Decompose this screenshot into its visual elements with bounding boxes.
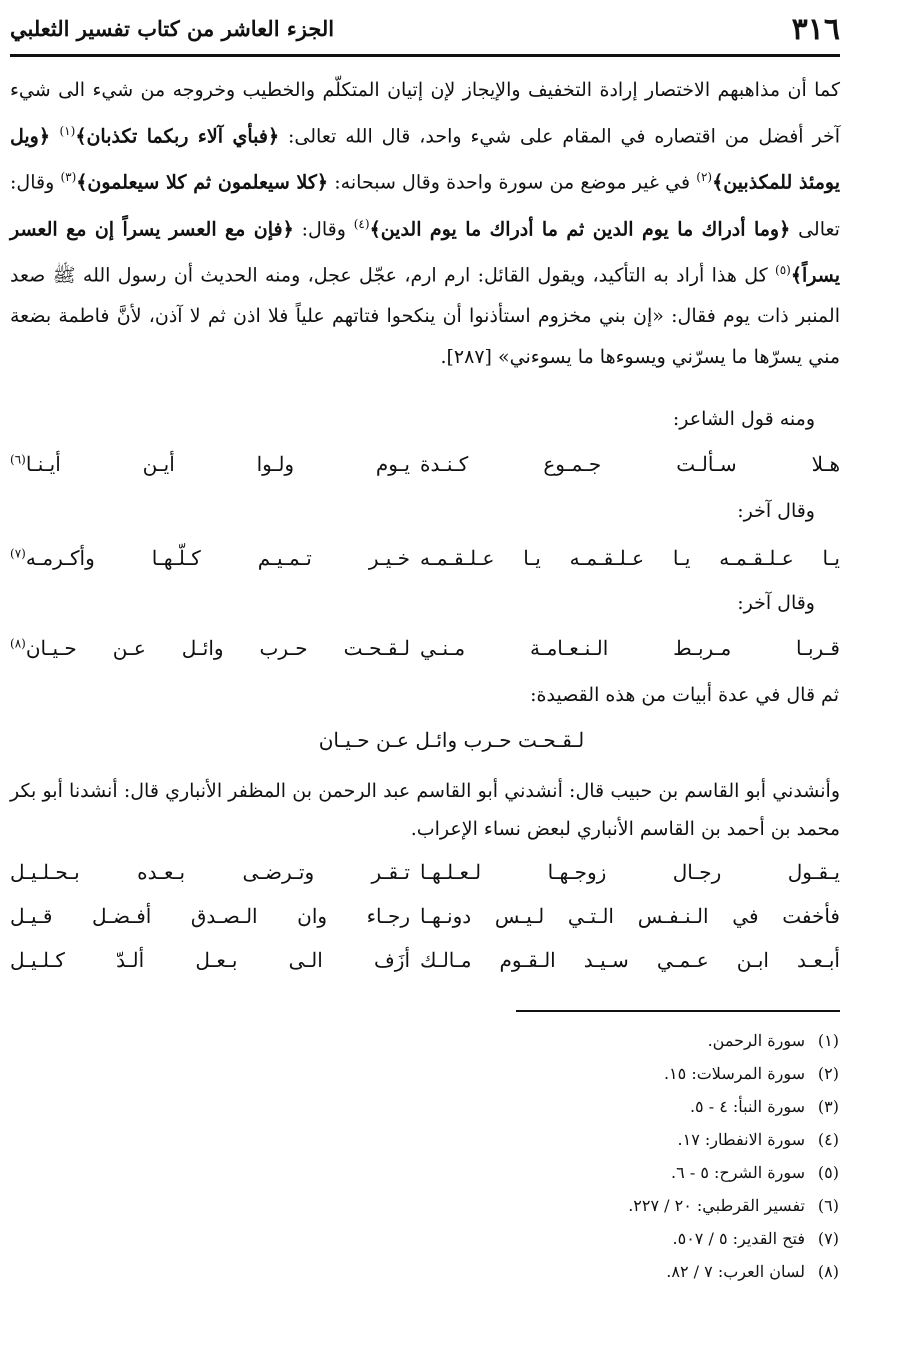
footnote-text: لسان العرب: ٧ / ٨٢. xyxy=(666,1262,805,1281)
verse-second-text: خـيـر تـمـيـم كـلّـهـا وأكـرمـه xyxy=(25,546,410,570)
footnote xyxy=(319,1024,839,1057)
main-paragraph xyxy=(10,70,840,378)
footnote-number: (٧) xyxy=(817,1229,839,1248)
footnote-rule xyxy=(516,1010,840,1012)
footnote-ref: (٧) xyxy=(10,546,26,561)
verse-first-hemistich: يـقـول رجـال زوجـهـا لـعـلـهـا xyxy=(420,860,840,884)
verse-second-hemistich xyxy=(10,636,410,660)
verse-first-hemistich: يـا عـلـقـمـه يـا عـلـقـمـه يـا عـلـقـمـه xyxy=(420,546,840,570)
running-title: الجزء العاشر من كتاب تفسير الثعلبي xyxy=(10,16,335,41)
footnote xyxy=(319,1090,839,1123)
footnote-text: سورة الانفطار: ١٧. xyxy=(677,1130,805,1149)
footnote-text: فتح القدير: ٥ / ٥٠٧. xyxy=(672,1229,805,1248)
verse-first-hemistich: أبـعـد ابـن عـمـي سـيـد الـقـوم مـالـك xyxy=(420,948,840,972)
text-segment: كما أن مذاهبهم الاختصار إرادة التخفيف والإيجاز لإن إتيان المتكلّم والخطيب وخروجه من شيء الى شيء آخر أفضل من اقتصاره في المقام على شيء واحد، قال الله تعالى: xyxy=(10,79,840,148)
verse-first-hemistich: هـلا سـألـت جـمـوع كـنـدة xyxy=(420,452,840,476)
poem-verse xyxy=(10,860,840,900)
verse-second-hemistich: أزَف الـى بـعـل ألـدّ كـلـيـل xyxy=(10,948,410,972)
footnote-number: (٨) xyxy=(817,1262,839,1281)
footnote-text: سورة النبأ: ٤ - ٥. xyxy=(689,1097,805,1116)
verse-second-hemistich: تـقـر وتـرضـى بـعـده بـحـلـيـل xyxy=(10,860,410,884)
text-segment: وقال: تعالى xyxy=(10,171,840,240)
footnote-ref: (٨) xyxy=(10,636,26,651)
footnote-ref: (٢) xyxy=(696,170,713,185)
footnote-ref: (٤) xyxy=(353,216,370,231)
single-hemistich: لـقـحـت حـرب وائـل عـن حـيـان xyxy=(318,728,585,752)
footnote xyxy=(319,1057,839,1090)
verse-second-text: يـوم ولـوا أيـن أيـنـا xyxy=(25,452,410,476)
quran-quote: ﴿ويل يومئذ للمكذبين﴾ xyxy=(10,125,841,194)
footnote-number: (٣) xyxy=(817,1097,839,1116)
footnote-number: (١) xyxy=(817,1031,839,1050)
verse-second-hemistich: رجـاء وان الـصـدق أفـضـل قـيـل xyxy=(10,904,410,928)
verse-second-text: لـقـحـت حـرب وائـل عـن حـيـان xyxy=(25,636,410,660)
page-header xyxy=(10,12,840,54)
footnote-number: (٦) xyxy=(817,1196,839,1215)
verse-intro: ثم قال في عدة أبيات من هذه القصيدة: xyxy=(530,684,839,706)
footnote xyxy=(319,1255,839,1288)
verse-second-hemistich xyxy=(10,452,410,476)
footnote-text: سورة الرحمن. xyxy=(707,1031,805,1050)
text-segment: وقال: xyxy=(293,217,354,240)
text-segment: كل هذا أراد به التأكيد، ويقول القائل: ارم ارم، عجّل عجل، ومنه الحديث أن رسول الله ﷺ صعد المنبر ذات يوم فقال: «إن بني مخزوم استأذنوا أن ينكحوا فتاتهم علياً فلا اذن ثم لا آذن، لأنَّ فاطمة بضعة مني يسرّها ما يسرّني ويسوءها ما يسوءني» [٢٨٧]. xyxy=(10,264,840,369)
footnote-number: (٥) xyxy=(817,1163,839,1182)
verse-intro: وقال آخر: xyxy=(737,592,815,614)
poem-verse xyxy=(10,636,840,676)
text-segment: في غير موضع من سورة واحدة وقال سبحانه: xyxy=(328,171,697,194)
poem-verse xyxy=(10,452,840,492)
poem-verse xyxy=(10,546,840,586)
verse-second-hemistich xyxy=(10,546,410,570)
footnote-ref: (٥) xyxy=(775,262,791,277)
footnote-text: سورة المرسلات: ١٥. xyxy=(663,1064,805,1083)
verse-first-hemistich: فأخفت في الـنـفـس الـتـي لـيـس دونـهـا xyxy=(420,904,840,928)
header-rule xyxy=(10,54,840,57)
page-number: ٣١٦ xyxy=(791,12,840,47)
quran-quote: ﴿كلا سيعلمون ثم كلا سيعلمون﴾ xyxy=(76,171,329,194)
transmission-paragraph: وأنشدني أبو القاسم بن حبيب قال: أنشدني أبو القاسم عبد الرحمن بن المظفر الأنباري قال: أنشدنا أبو بكر محمد بن أحمد بن القاسم الأنباري لبعض نساء الإعراب. xyxy=(10,780,840,840)
footnote-ref: (٦) xyxy=(10,452,26,467)
footnote xyxy=(319,1123,839,1156)
quran-quote: ﴿وما أدراك ما يوم الدين ثم ما أدراك ما يوم الدين﴾ xyxy=(369,217,791,240)
verse-intro: ومنه قول الشاعر: xyxy=(672,408,815,430)
footnote xyxy=(319,1156,839,1189)
footnote-number: (٤) xyxy=(817,1130,839,1149)
footnote-ref: (١) xyxy=(59,124,76,138)
quran-quote: ﴿فإن مع العسر يسراً إن مع العسر يسراً﴾ xyxy=(10,217,840,287)
poem-verse xyxy=(10,904,840,944)
quran-quote: ﴿فبأي آلاء ربكما تكذبان﴾ xyxy=(75,125,280,148)
verse-intro: وقال آخر: xyxy=(737,500,815,522)
footnote-text: تفسير القرطبي: ٢٠ / ٢٢٧. xyxy=(628,1196,805,1215)
verse-first-hemistich: قـربـا مـربـط الـنـعـامـة مـنـي xyxy=(420,636,840,660)
footnote-number: (٢) xyxy=(817,1064,839,1083)
footnotes xyxy=(319,1024,839,1288)
poem-verse xyxy=(10,948,840,988)
footnote xyxy=(319,1189,839,1222)
footnote-ref: (٣) xyxy=(60,170,77,185)
footnote-text: سورة الشرح: ٥ - ٦. xyxy=(671,1163,805,1182)
footnote xyxy=(319,1222,839,1255)
